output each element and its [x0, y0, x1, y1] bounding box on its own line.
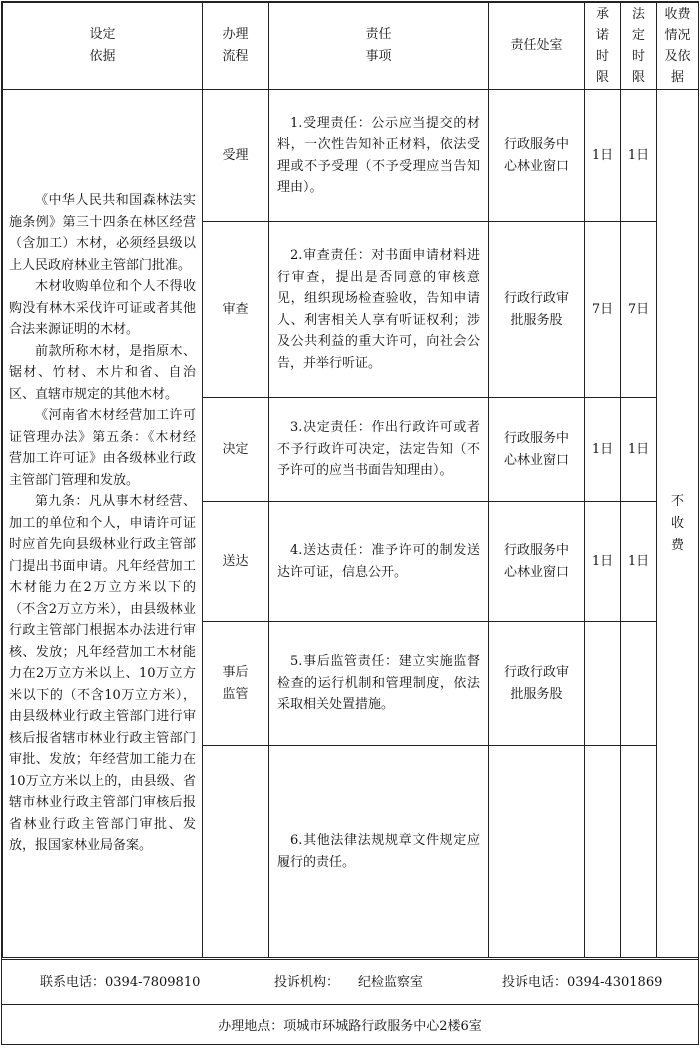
responsibility-list-document — [1, 1, 699, 1045]
header-fee-line: 情况 — [664, 28, 691, 43]
basis-paragraph: 《河南省木材经营加工许可证管理办法》第五条：《木材经营加工许可证》由各级林业行政主管部门管理和发放。 — [9, 408, 196, 488]
legal-basis-cell — [3, 90, 203, 958]
office-line: 心林业窗口 — [503, 564, 569, 580]
header-promised-char: 承 — [595, 7, 609, 22]
duty-text: 5.事后监管责任：建立实施监督检查的运行机制和管理制度，依法采取相关处置措施。 — [277, 654, 480, 713]
duty-text: 3.决定责任：作出行政许可或者不予行政许可决定，法定告知（不予许可的应当书面告知理由）。 — [277, 420, 480, 479]
contact-phone: 联系电话：0394-7809810 — [40, 975, 201, 990]
office-line: 批服务股 — [510, 686, 563, 702]
legal-time-cell: 7日 — [621, 222, 657, 398]
office-line: 行政服务中 — [503, 542, 569, 558]
header-duty — [269, 3, 489, 90]
header-legal-time — [621, 3, 657, 90]
duty-cell — [269, 746, 489, 958]
legal-time-cell — [621, 746, 657, 958]
office-cell — [489, 502, 585, 622]
office-line: 行政服务中 — [503, 136, 569, 152]
header-legal-char: 限 — [631, 70, 645, 85]
duty-cell — [269, 222, 489, 398]
office-cell — [489, 90, 585, 222]
office-line: 行政行政审 — [503, 290, 569, 306]
header-process — [203, 3, 269, 90]
process-cell — [203, 398, 269, 502]
duty-cell — [269, 502, 489, 622]
promised-time-cell — [585, 622, 621, 746]
process-cell — [203, 622, 269, 746]
header-promised-time — [585, 3, 621, 90]
process-cell — [203, 222, 269, 398]
header-duty-line: 事项 — [365, 49, 392, 64]
legal-time-cell: 1日 — [621, 502, 657, 622]
duty-cell — [269, 90, 489, 222]
basis-paragraph: 前款所称木材，是指原木、锯材、竹材、木片和省、自治区、直辖市规定的其他木材。 — [9, 343, 196, 402]
header-basis-line: 设定 — [89, 27, 116, 42]
office-line: 批服务股 — [510, 312, 563, 328]
header-fee-line: 收费 — [664, 7, 691, 22]
step-row-accept — [3, 90, 699, 222]
header-legal-char: 法 — [631, 7, 645, 22]
process-label: 决定 — [222, 441, 249, 457]
header-fee-line: 及依 — [664, 49, 691, 64]
process-label: 审查 — [222, 301, 249, 317]
duty-cell — [269, 398, 489, 502]
process-label: 监管 — [222, 686, 249, 702]
process-label: 事后 — [222, 664, 249, 680]
basis-paragraph: 第九条：凡从事木材经营、加工的单位和个人，申请许可证时应首先向县级林业行政主管部门提出书面申请。凡年经营加工木材能力在2万立方米以下的（不含2万立方米），由县级林业行政主管部门根据本办法进行审核、发放；凡年经营加工木材能力在2万立方米以上、10万立方米以下的（不含10万立方米），由县级林业行政主管部门进行审核后报省辖市林业行政主管部门审批、发放；年经营加工能力在10万立方米以上的，由县级、省辖市林业行政主管部门审核后报省林业行政主管部门审批、发放，报国家林业局备案。 — [9, 494, 196, 854]
duty-text: 6.其他法律法规规章文件规定应履行的责任。 — [277, 833, 480, 870]
legal-time-cell — [621, 622, 657, 746]
process-cell — [203, 502, 269, 622]
duty-text: 1.受理责任：公示应当提交的材料，一次性告知补正材料，依法受理或不予受理（不予受理应当告知理由）。 — [277, 115, 480, 195]
header-office: 责任处室 — [489, 3, 585, 90]
promised-time-cell: 1日 — [585, 398, 621, 502]
service-address: 办理地点：项城市环城路行政服务中心2楼6室 — [218, 1019, 482, 1034]
office-cell — [489, 222, 585, 398]
contact-row — [2, 959, 698, 1004]
process-label: 送达 — [222, 553, 249, 569]
fee-char: 不 — [670, 493, 684, 509]
responsibility-table — [2, 2, 699, 958]
process-cell — [203, 90, 269, 222]
header-legal-char: 时 — [631, 49, 645, 64]
header-basis — [3, 3, 203, 90]
process-label: 受理 — [222, 147, 249, 163]
duty-text: 4.送达责任：准予许可的制发送达许可证，信息公开。 — [277, 543, 480, 580]
promised-time-cell: 1日 — [585, 502, 621, 622]
office-line: 心林业窗口 — [503, 452, 569, 468]
header-process-line: 办理 — [222, 27, 249, 42]
header-fee — [657, 3, 699, 90]
header-promised-char: 限 — [595, 70, 609, 85]
basis-paragraph: 木材收购单位和个人不得收购没有林木采伐许可证或者其他合法来源证明的木材。 — [9, 279, 196, 338]
header-promised-char: 时 — [595, 49, 609, 64]
process-cell — [203, 746, 269, 958]
complaint-org-label: 投诉机构： — [274, 975, 340, 990]
header-fee-line: 据 — [670, 70, 684, 85]
duty-text: 2.审查责任：对书面申请材料进行审查，提出是否同意的审核意见，组织现场检查验收，告知申请人、利害相关人享有听证权利；涉及公共利益的重大许可，向社会公告，并举行听证。 — [277, 248, 480, 371]
fee-char: 费 — [670, 537, 684, 553]
office-line: 行政行政审 — [503, 664, 569, 680]
header-basis-line: 依据 — [89, 49, 116, 64]
fee-char: 收 — [670, 515, 684, 531]
duty-cell — [269, 622, 489, 746]
office-cell — [489, 622, 585, 746]
office-cell — [489, 746, 585, 958]
header-row — [3, 3, 699, 90]
promised-time-cell — [585, 746, 621, 958]
legal-time-cell: 1日 — [621, 90, 657, 222]
header-process-line: 流程 — [222, 49, 249, 64]
header-promised-char: 诺 — [595, 28, 609, 43]
basis-paragraph: 《中华人民共和国森林法实施条例》第三十四条在林区经营（含加工）木材，必须经县级以上人民政府林业主管部门批准。 — [9, 193, 196, 273]
header-duty-line: 责任 — [365, 27, 392, 42]
address-row — [2, 1004, 698, 1044]
header-legal-char: 定 — [631, 28, 645, 43]
office-line: 心林业窗口 — [503, 158, 569, 174]
complaint-org: 纪检监察室 — [358, 975, 424, 990]
fee-cell — [657, 90, 699, 958]
office-line: 行政服务中 — [503, 430, 569, 446]
promised-time-cell: 1日 — [585, 90, 621, 222]
office-cell — [489, 398, 585, 502]
promised-time-cell: 7日 — [585, 222, 621, 398]
legal-time-cell: 1日 — [621, 398, 657, 502]
complaint-phone: 投诉电话：0394-4301869 — [502, 975, 663, 990]
